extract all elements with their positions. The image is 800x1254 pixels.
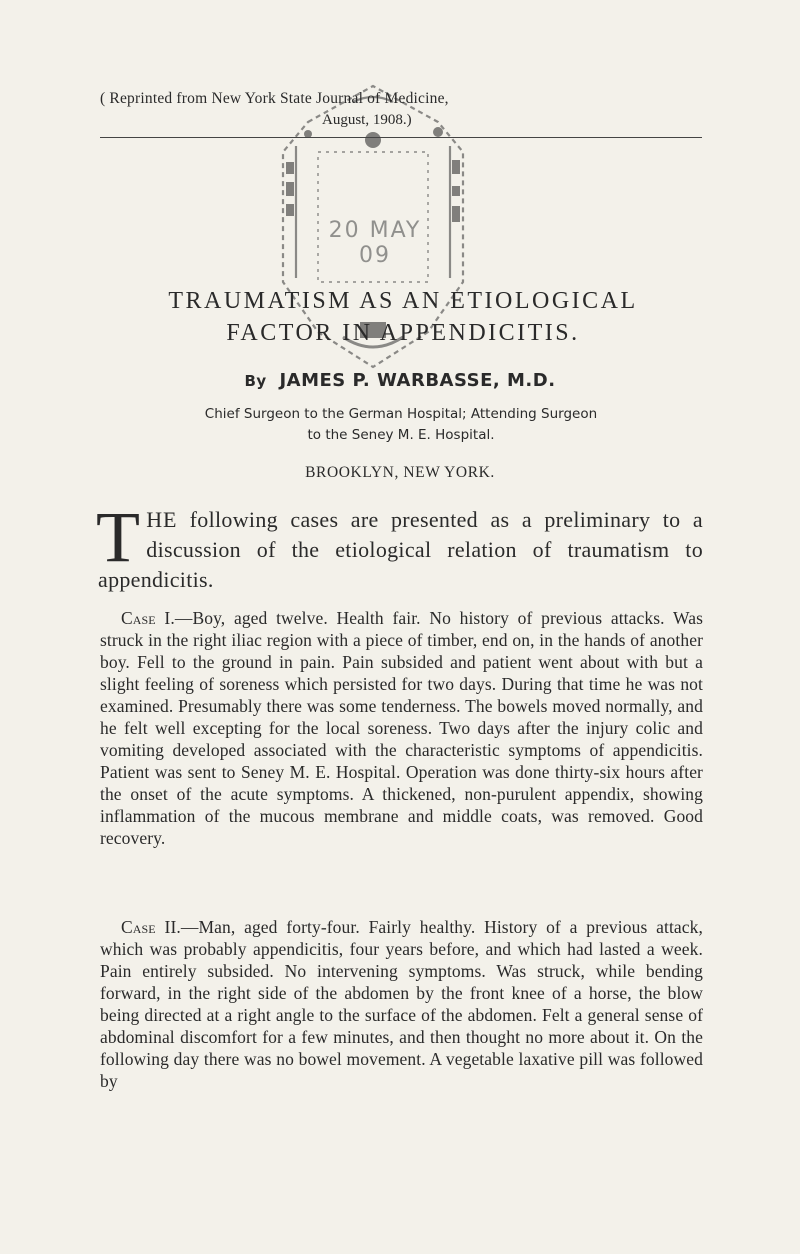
affiliation-line-1: Chief Surgeon to the German Hospital; Attending Surgeon xyxy=(204,406,598,422)
case-2-label: Case II. xyxy=(121,917,181,937)
case-1-text: —Boy, aged twelve. Health fair. No history of previous attacks. Was struck in the right iliac region with a piece of timber, end on, in the hands of another boy. Fell to the ground in pain. Pain subsided and patient went about with but a slight feeling of soreness which persisted for two days. During that time he was not examined. Presumably there was some tenderness. The bowels moved normally, and he felt well excepting for the local soreness. Two days after the injury colic and vomiting developed associated with the characteristic symptoms of appendicitis. Patient was sent to Seney M. E. Hospital. Operation was done thirty-six hours after the onset of the acute symptoms. A thickened, non-purulent appendix, showing inflammation of the mucous membrane and middle coats, was removed. Good recovery. xyxy=(100,608,703,848)
author-name: JAMES P. WARBASSE, M.D. xyxy=(279,370,556,391)
case-2-text: —Man, aged forty-four. Fairly healthy. History of a previous attack, which was probably appendicitis, four years before, and which had lasted a week. Pain entirely subsided. No intervening symptoms. Was struck, while bending forward, in the right side of the abdomen by the front knee of a horse, the blow being directed at a right angle to the surface of the abdomen. Felt a general sense of abdominal discomfort for a few minutes, and then thought no more about it. On the following day there was no bowel movement. A vegetable laxative pill was followed by xyxy=(100,917,703,1091)
intro-paragraph xyxy=(96,497,703,595)
article-title-line-2: FACTOR IN APPENDICITIS. xyxy=(226,320,580,346)
stamp-date: 20 MAY 09 xyxy=(328,218,422,268)
intro-caps: HE xyxy=(146,507,178,532)
author-affiliation xyxy=(90,404,712,446)
affiliation-line-2: to the Seney M. E. Hospital. xyxy=(307,427,495,443)
city-line: BROOKLYN, NEW YORK. xyxy=(305,464,495,481)
reprint-notice: ( Reprinted from New York State Journal of Medicine, xyxy=(100,90,449,107)
byline-prefix: By xyxy=(244,372,267,390)
drop-cap: T xyxy=(96,497,141,577)
case-2-paragraph xyxy=(100,916,703,1092)
case-1-paragraph xyxy=(100,607,703,849)
header-rule xyxy=(100,137,702,138)
intro-text: following cases are presented as a preliminary to a discussion of the etiological relation of traumatism to appendicitis. xyxy=(98,507,703,592)
case-1-label: Case I. xyxy=(121,608,175,628)
article-title-line-1: TRAUMATISM AS AN ETIOLOGICAL xyxy=(168,288,638,314)
reprint-date: August, 1908.) xyxy=(322,112,412,128)
byline xyxy=(100,370,700,391)
